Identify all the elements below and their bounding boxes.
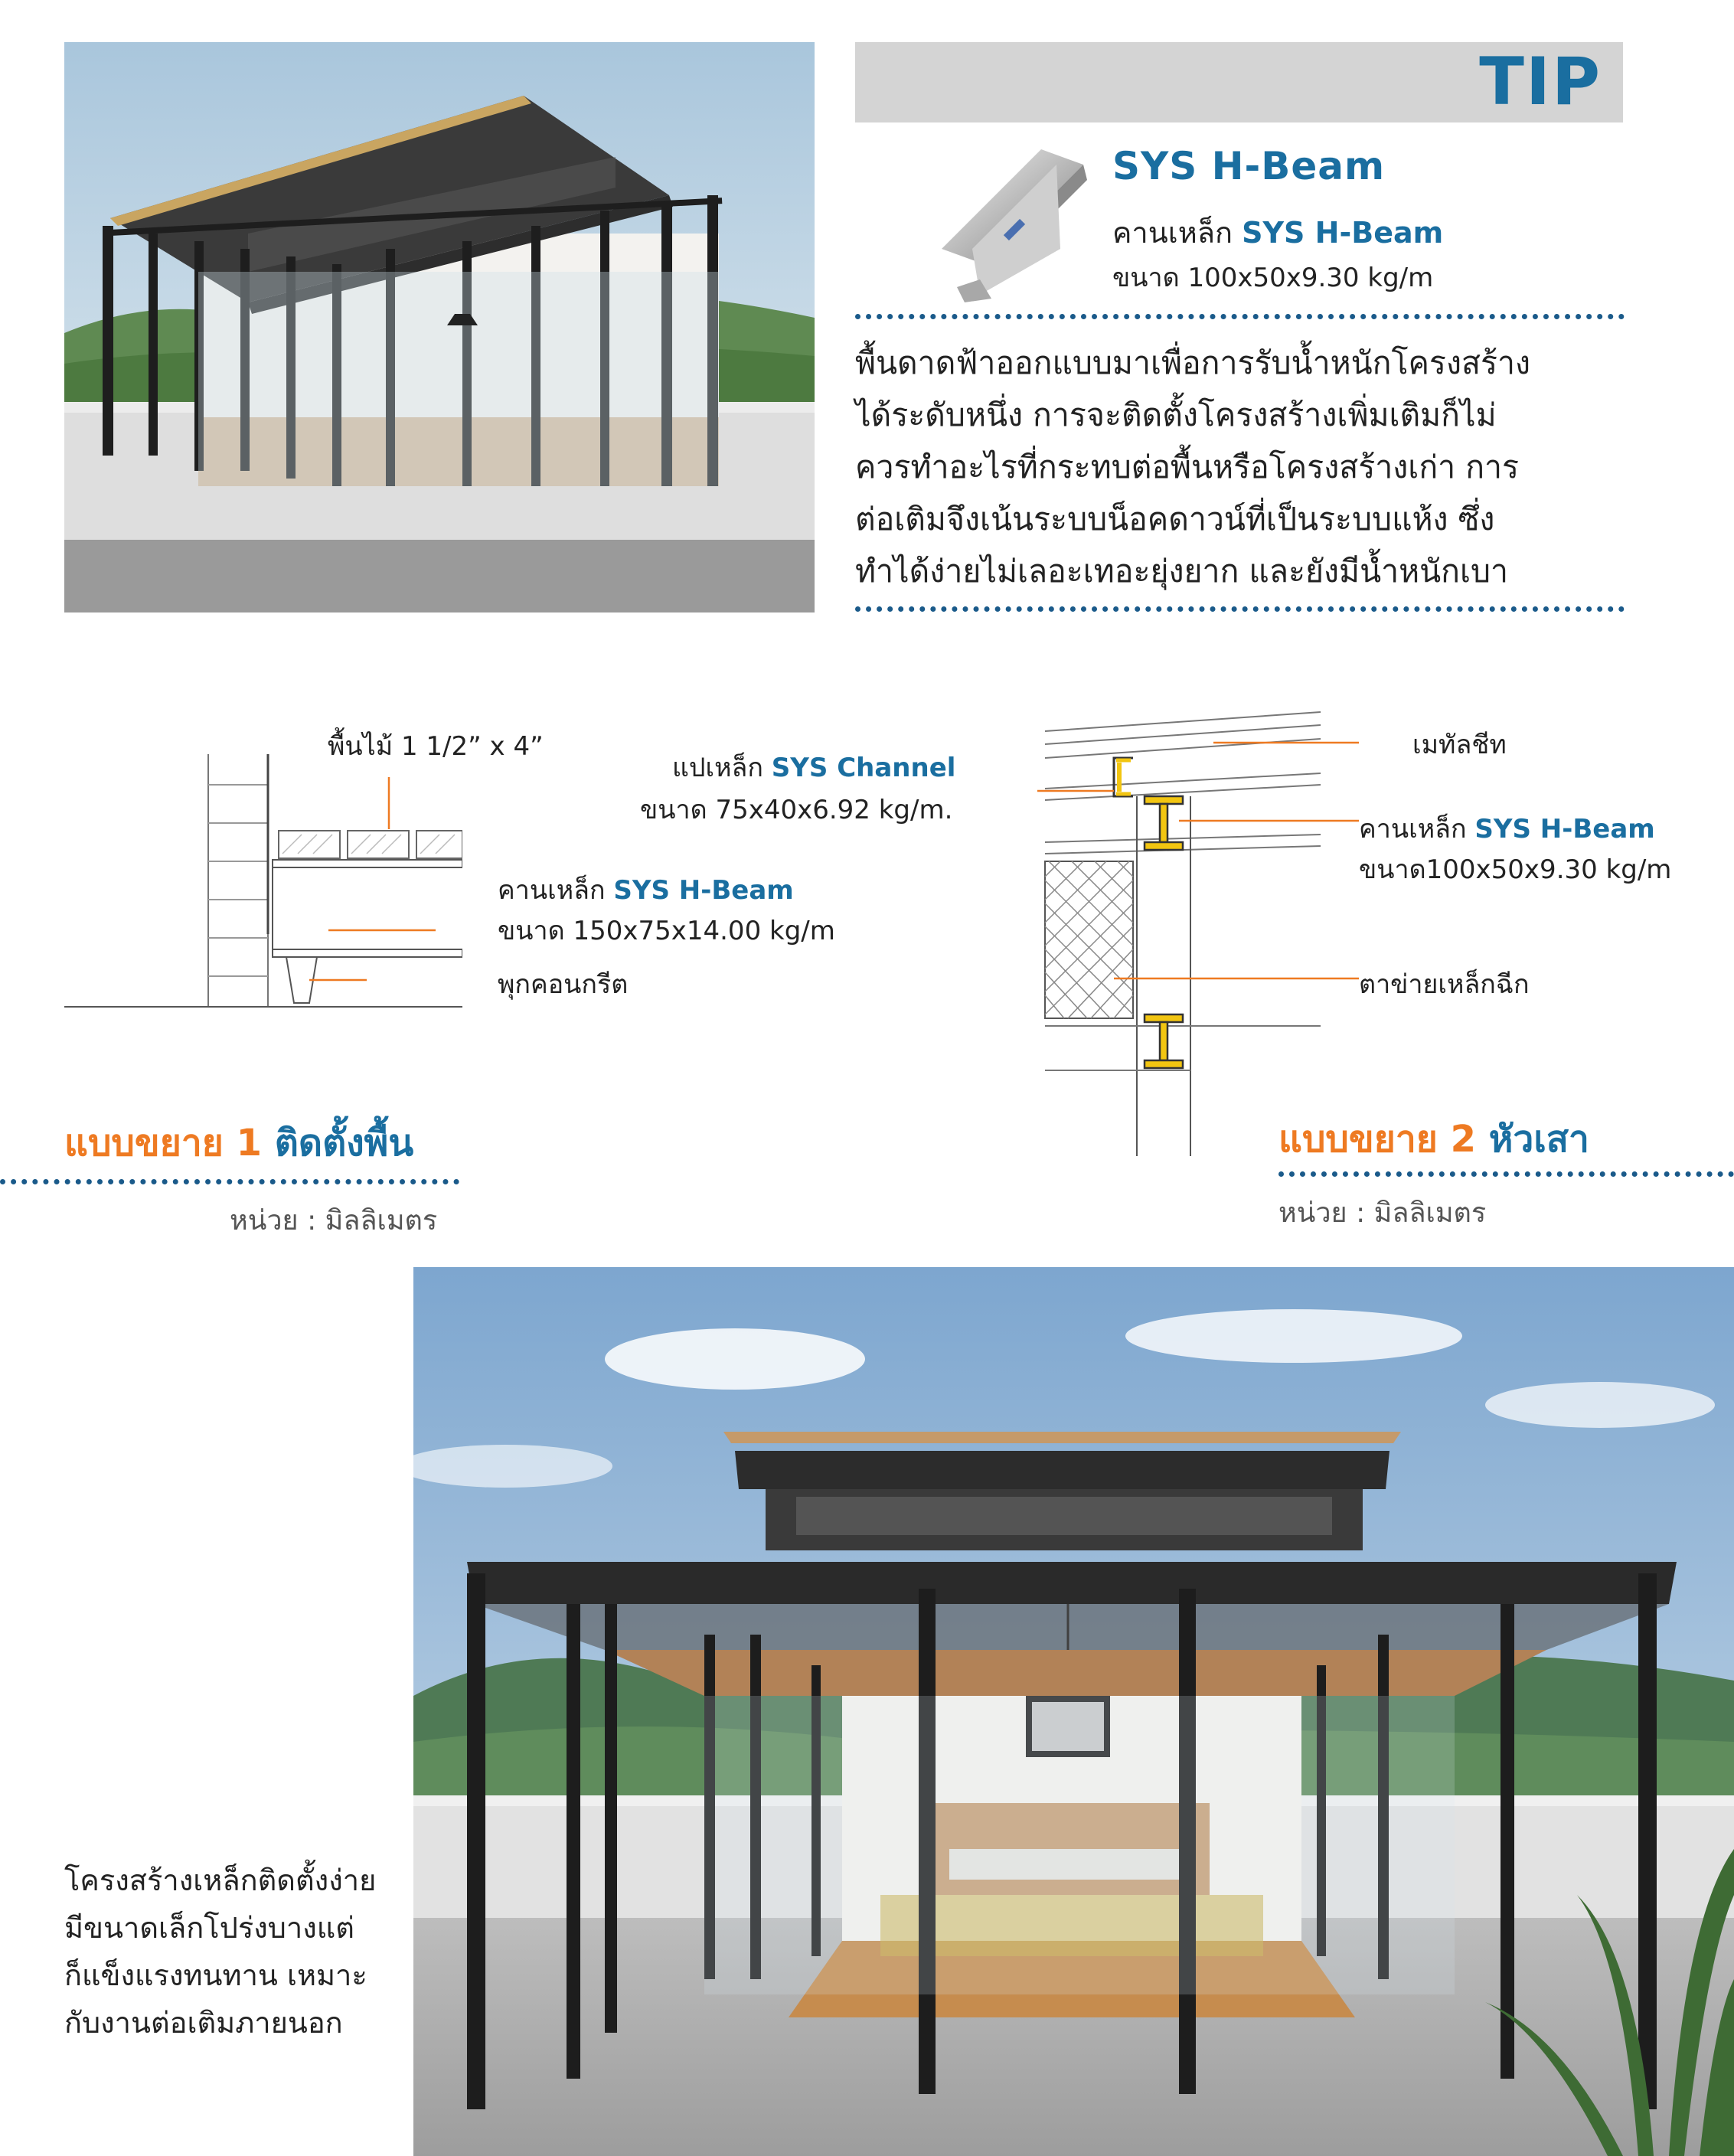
product-beam-brand: SYS H-Beam [1242, 216, 1444, 250]
label-concrete-footing: พุกคอนกรีต [498, 969, 629, 1000]
description-line: พื้นดาดฟ้าออกแบบมาเพื่อการรับน้ำหนักโครงสร้าง [855, 345, 1531, 381]
label-detail1-beam-size: ขนาด 150x75x14.00 kg/m [498, 916, 835, 946]
caption-line: มีขนาดเล็กโปร่งบางแต่ [64, 1911, 354, 1945]
label-metal-sheet: เมทัลชีท [1412, 730, 1507, 760]
rooftop-render-top [64, 42, 815, 612]
label-channel-prefix: แปเหล็ก [672, 753, 763, 783]
h-beam-product-image [926, 134, 1102, 302]
label-expanded-mesh: ตาข่ายเหล็กฉีก [1359, 969, 1530, 1000]
label-channel-size: ขนาด 75x40x6.92 kg/m. [640, 795, 953, 825]
caption-line: โครงสร้างเหล็กติดตั้งง่าย [64, 1864, 377, 1897]
label-detail1-beam [498, 869, 794, 910]
label-detail1-beam-prefix: คานเหล็ก [498, 875, 606, 906]
divider-dotted [0, 1179, 459, 1184]
bottom-caption [64, 1857, 401, 2047]
caption-line: ก็แข็งแรงทนทาน เหมาะ [64, 1958, 367, 1992]
product-beam-prefix: คานเหล็ก [1112, 216, 1233, 250]
tip-header-bar [855, 42, 1623, 122]
product-beam-size: ขนาด 100x50x9.30 kg/m [1112, 263, 1434, 293]
detail-1-title-text: ติดตั้งพื้น [274, 1122, 414, 1165]
label-detail1-beam-brand: SYS H-Beam [613, 875, 794, 906]
detail-1-title-number: แบบขยาย 1 [64, 1122, 262, 1165]
description-line: ควรทำอะไรที่กระทบต่อพื้นหรือโครงสร้างเก่า การ [855, 449, 1520, 485]
tip-description [855, 337, 1628, 597]
label-detail2-beam-prefix: คานเหล็ก [1359, 814, 1467, 844]
description-line: ได้ระดับหนึ่ง การจะติดตั้งโครงสร้างเพิ่มเติมก็ไม่ [855, 397, 1497, 433]
detail-1-drawing [64, 746, 462, 1076]
description-line: ทำได้ง่ายไม่เลอะเทอะยุ่งยาก และยังมีน้ำหนักเบา [855, 553, 1509, 590]
label-wood-floor: พื้นไม้ 1 1/2” x 4” [328, 731, 544, 762]
caption-line: กับงานต่อเติมภายนอก [64, 2006, 343, 2040]
tip-label: TIP [1479, 44, 1602, 120]
detail-2-unit: หน่วย : มิลลิเมตร [1278, 1197, 1487, 1229]
rooftop-render-bottom [413, 1267, 1734, 2156]
detail-1-title [64, 1114, 413, 1172]
label-channel-purlin [672, 746, 955, 788]
label-detail2-beam-size: ขนาด100x50x9.30 kg/m [1359, 854, 1672, 885]
detail-1-unit: หน่วย : มิลลิเมตร [230, 1205, 438, 1236]
detail-2-drawing [1037, 704, 1367, 1164]
product-name: SYS H-Beam [1112, 144, 1386, 188]
detail-2-title [1278, 1110, 1589, 1168]
divider-dotted [855, 606, 1625, 612]
divider-dotted [855, 314, 1625, 319]
detail-2-title-text: หัวเสา [1488, 1118, 1589, 1161]
label-detail2-beam [1359, 808, 1655, 849]
detail-2-title-number: แบบขยาย 2 [1278, 1118, 1476, 1161]
label-detail2-beam-brand: SYS H-Beam [1474, 814, 1655, 844]
divider-dotted [1278, 1171, 1734, 1177]
product-beam-label [1112, 209, 1443, 256]
label-channel-brand: SYS Channel [771, 753, 956, 783]
description-line: ต่อเติมจึงเน้นระบบน็อคดาวน์ที่เป็นระบบแห้ง ซึ่ง [855, 501, 1495, 537]
